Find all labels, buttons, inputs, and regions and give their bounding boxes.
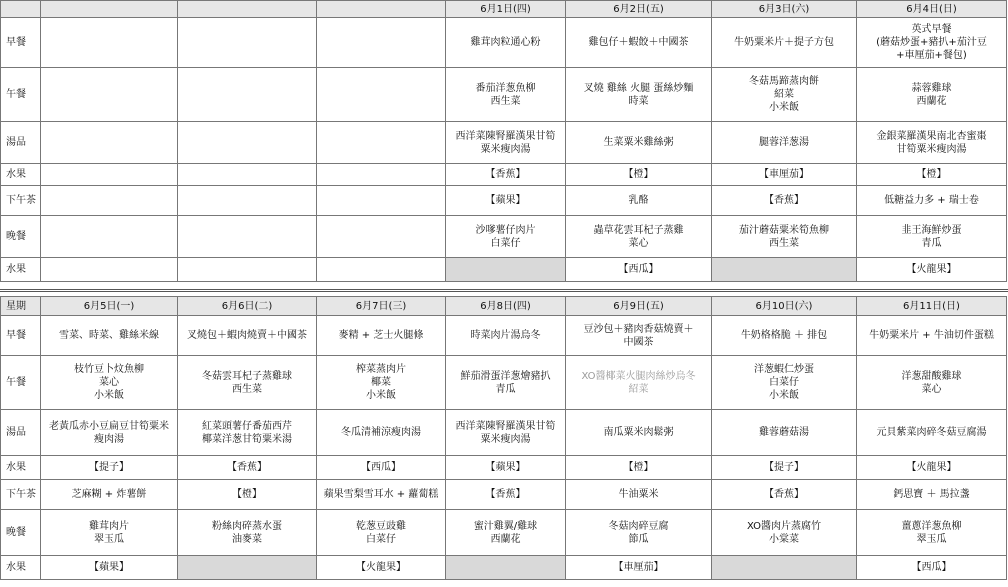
menu-cell: 時菜肉片湯烏冬 (446, 316, 566, 356)
week2-row-tea (1, 480, 1007, 510)
menu-cell (41, 164, 178, 186)
week1-row-fruit (1, 164, 1007, 186)
menu-cell: 【橙】 (566, 456, 712, 480)
menu-cell (317, 164, 446, 186)
menu-cell: 【蘋果】 (446, 456, 566, 480)
meal-label: 水果 (1, 258, 41, 282)
menu-cell: 【橙】 (178, 480, 317, 510)
day-header: 6月2日(五) (566, 1, 712, 18)
day-header: 6月5日(一) (41, 297, 178, 316)
menu-cell (712, 258, 857, 282)
menu-cell: 蜜汁雞翼/雞球 西蘭花 (446, 510, 566, 556)
day-header (317, 1, 446, 18)
menu-cell: 【車厘茄】 (712, 164, 857, 186)
meal-label: 下午茶 (1, 480, 41, 510)
menu-cell (178, 556, 317, 580)
meal-label: 水果 (1, 456, 41, 480)
header-corner (1, 1, 41, 18)
week2-header-row (1, 297, 1007, 316)
menu-cell: 雞茸肉粒通心粉 (446, 18, 566, 68)
menu-cell: 雪菜、時菜、雞絲米線 (41, 316, 178, 356)
menu-cell: 粉絲肉碎蒸水蛋 油麥菜 (178, 510, 317, 556)
menu-cell: 沙嗲薯仔肉片 白菜仔 (446, 216, 566, 258)
meal-label: 水果 (1, 164, 41, 186)
menu-cell (317, 122, 446, 164)
menu-cell: 【西瓜】 (857, 556, 1007, 580)
menu-cell: 老黃瓜赤小豆扁豆甘筍粟米 瘦肉湯 (41, 410, 178, 456)
menu-cell: 【橙】 (857, 164, 1007, 186)
menu-cell: 【提子】 (712, 456, 857, 480)
menu-cell (41, 258, 178, 282)
menu-cell: 生菜粟米雞絲粥 (566, 122, 712, 164)
menu-cell (41, 216, 178, 258)
menu-cell: 冬菇馬蹄蒸肉餅 紹菜 小米飯 (712, 68, 857, 122)
menu-cell (317, 18, 446, 68)
menu-cell (317, 258, 446, 282)
day-header (41, 1, 178, 18)
meal-label: 午餐 (1, 68, 41, 122)
menu-cell (317, 186, 446, 216)
menu-cell: 紅菜頭薯仔番茄西芹 椰菜洋葱甘筍粟米湯 (178, 410, 317, 456)
menu-cell: 蘋果雪梨雪耳水 + 蘿蔔糕 (317, 480, 446, 510)
menu-cell: 南瓜粟米肉鬆粥 (566, 410, 712, 456)
week1-row-breakfast (1, 18, 1007, 68)
week2-row-fruit2 (1, 556, 1007, 580)
week2-row-breakfast (1, 316, 1007, 356)
menu-cell: 【蘋果】 (41, 556, 178, 580)
menu-cell: 【西瓜】 (317, 456, 446, 480)
menu-cell: 【火龍果】 (317, 556, 446, 580)
menu-cell: 蟲草花雲耳杞子蒸雞 菜心 (566, 216, 712, 258)
menu-cell: 牛奶格格脆 ＋ 排包 (712, 316, 857, 356)
menu-cell: 芝麻糊 + 炸薯餅 (41, 480, 178, 510)
day-header: 6月4日(日) (857, 1, 1007, 18)
menu-cell: 牛油粟米 (566, 480, 712, 510)
day-header: 6月3日(六) (712, 1, 857, 18)
menu-cell: 元貝紫菜肉碎冬菇豆腐湯 (857, 410, 1007, 456)
week1-row-tea (1, 186, 1007, 216)
week2-menu-table (0, 296, 1007, 580)
menu-cell: 【香蕉】 (178, 456, 317, 480)
menu-cell: 牛奶粟米片＋提子方包 (712, 18, 857, 68)
menu-cell: 【香蕉】 (446, 164, 566, 186)
week2-row-fruit (1, 456, 1007, 480)
menu-cell: 榨菜蒸肉片 椰菜 小米飯 (317, 356, 446, 410)
menu-cell: 蒜蓉雞球 西蘭花 (857, 68, 1007, 122)
menu-cell: 洋葱蝦仁炒蛋 白菜仔 小米飯 (712, 356, 857, 410)
menu-cell (178, 258, 317, 282)
meal-label: 湯品 (1, 410, 41, 456)
menu-cell (178, 186, 317, 216)
menu-cell (317, 216, 446, 258)
week1-header-row (1, 1, 1007, 18)
menu-cell: 英式早餐 (蘑菇炒蛋+豬扒+茄汁豆 +車厘茄+餐包) (857, 18, 1007, 68)
menu-cell: 番茄洋葱魚柳 西生菜 (446, 68, 566, 122)
menu-cell (178, 68, 317, 122)
menu-cell (446, 258, 566, 282)
menu-cell: 叉燒 雞絲 火腿 蛋絲炒麵 時菜 (566, 68, 712, 122)
day-header: 6月10日(六) (712, 297, 857, 316)
menu-cell: 【火龍果】 (857, 258, 1007, 282)
menu-cell: 【香蕉】 (712, 480, 857, 510)
menu-cell (178, 18, 317, 68)
meal-label: 下午茶 (1, 186, 41, 216)
menu-cell: 【提子】 (41, 456, 178, 480)
menu-cell: 乳酪 (566, 186, 712, 216)
menu-cell: 麥精 + 芝士火腿條 (317, 316, 446, 356)
section-divider (0, 289, 1008, 292)
menu-cell: 雞包仔＋蝦餃＋中國茶 (566, 18, 712, 68)
meal-label: 水果 (1, 556, 41, 580)
meal-label: 午餐 (1, 356, 41, 410)
menu-cell: 低糖益力多 + 瑞士卷 (857, 186, 1007, 216)
menu-cell: 乾葱豆豉雞 白菜仔 (317, 510, 446, 556)
menu-cell (446, 556, 566, 580)
day-header: 6月11日(日) (857, 297, 1007, 316)
menu-cell: 雞蓉蘑菇湯 (712, 410, 857, 456)
meal-label: 早餐 (1, 316, 41, 356)
menu-cell (41, 122, 178, 164)
menu-cell (317, 68, 446, 122)
day-header: 6月9日(五) (566, 297, 712, 316)
week2-row-dinner (1, 510, 1007, 556)
menu-cell: 洋葱甜酸雞球 菜心 (857, 356, 1007, 410)
menu-cell: 【香蕉】 (446, 480, 566, 510)
meal-label: 湯品 (1, 122, 41, 164)
menu-cell: 鮮茄滑蛋洋葱燴豬扒 青瓜 (446, 356, 566, 410)
menu-cell: 叉燒包＋蝦肉燒賣＋中國茶 (178, 316, 317, 356)
menu-cell: 雞茸肉片 翠玉瓜 (41, 510, 178, 556)
menu-cell (178, 164, 317, 186)
menu-cell (41, 186, 178, 216)
menu-cell: XO醬椰菜火腿肉絲炒烏冬 紹菜 (566, 356, 712, 410)
day-header: 6月8日(四) (446, 297, 566, 316)
menu-cell: 冬瓜清補涼瘦肉湯 (317, 410, 446, 456)
meal-label: 早餐 (1, 18, 41, 68)
menu-cell: 【車厘茄】 (566, 556, 712, 580)
week2-row-soup (1, 410, 1007, 456)
menu-cell: 牛奶粟米片 + 牛油切件蛋糕 (857, 316, 1007, 356)
menu-cell: 韭王海鮮炒蛋 青瓜 (857, 216, 1007, 258)
menu-cell: 冬菇雲耳杞子蒸雞球 西生菜 (178, 356, 317, 410)
menu-cell: 冬菇肉碎豆腐 節瓜 (566, 510, 712, 556)
menu-cell: 【香蕉】 (712, 186, 857, 216)
menu-cell: 西洋菜陳腎羅漢果甘筍 粟米瘦肉湯 (446, 122, 566, 164)
menu-cell (41, 68, 178, 122)
week1-menu-table (0, 0, 1007, 282)
week1-row-soup (1, 122, 1007, 164)
menu-cell: 西洋菜陳腎羅漢果甘筍 粟米瘦肉湯 (446, 410, 566, 456)
menu-cell: 腿蓉洋葱湯 (712, 122, 857, 164)
menu-cell (178, 122, 317, 164)
menu-cell: 枝竹豆卜炆魚柳 菜心 小米飯 (41, 356, 178, 410)
menu-cell (178, 216, 317, 258)
menu-cell: 【火龍果】 (857, 456, 1007, 480)
menu-cell (712, 556, 857, 580)
week1-row-lunch (1, 68, 1007, 122)
menu-cell: 鈣思寶 ＋ 馬拉盞 (857, 480, 1007, 510)
menu-cell: 【西瓜】 (566, 258, 712, 282)
menu-cell: XO醬肉片蒸腐竹 小棠菜 (712, 510, 857, 556)
menu-cell: 豆沙包＋豬肉香菇燒賣＋ 中國茶 (566, 316, 712, 356)
meal-label: 晚餐 (1, 510, 41, 556)
weekday-header: 星期 (1, 297, 41, 316)
menu-cell: 金銀菜羅漢果南北杏蜜棗 甘筍粟米瘦肉湯 (857, 122, 1007, 164)
day-header (178, 1, 317, 18)
day-header: 6月1日(四) (446, 1, 566, 18)
menu-cell: 薑蔥洋葱魚柳 翠玉瓜 (857, 510, 1007, 556)
week2-row-lunch (1, 356, 1007, 410)
day-header: 6月6日(二) (178, 297, 317, 316)
day-header: 6月7日(三) (317, 297, 446, 316)
menu-cell: 【蘋果】 (446, 186, 566, 216)
week1-row-dinner (1, 216, 1007, 258)
week1-row-fruit2 (1, 258, 1007, 282)
meal-label: 晚餐 (1, 216, 41, 258)
menu-cell (41, 18, 178, 68)
menu-cell: 茄汁蘑菇粟米筍魚柳 西生菜 (712, 216, 857, 258)
menu-cell: 【橙】 (566, 164, 712, 186)
